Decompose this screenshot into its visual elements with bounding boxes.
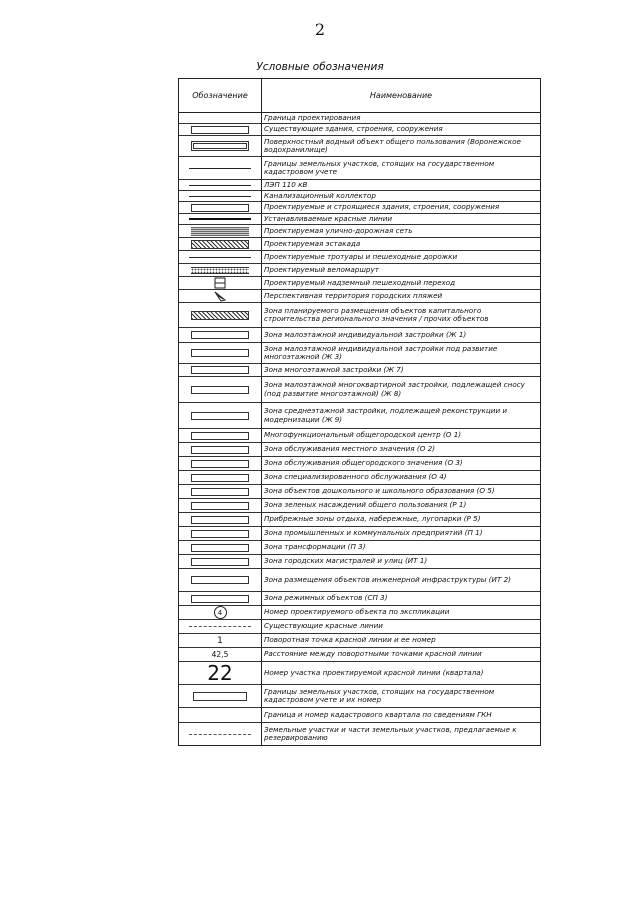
legend-symbol	[191, 240, 249, 249]
table-header	[179, 79, 540, 113]
legend-label: Зона специализированного обслуживания (О 4)	[264, 472, 447, 482]
legend-label: Зона многоэтажной застройки (Ж 7)	[264, 364, 404, 374]
legend-row	[179, 136, 540, 157]
legend-label: Прибрежные зоны отдыха, набережные, лугопарки (Р 5)	[264, 514, 481, 524]
legend-symbol-cell	[179, 443, 262, 456]
legend-label: Проектируемый веломаршрут	[264, 264, 379, 274]
legend-label: Номер проектируемого объекта по экспликации	[264, 607, 450, 617]
legend-row	[179, 648, 540, 662]
legend-label: Зона обслуживания общегородского значения (О 3)	[264, 458, 463, 468]
legend-symbol-cell	[179, 592, 262, 605]
header-name: Наименование	[369, 91, 433, 100]
legend-symbol	[191, 311, 249, 320]
legend-symbol-cell	[179, 569, 262, 591]
legend-row	[179, 124, 540, 136]
legend-label: Земельные участки и части земельных участков, предлагаемые к резервированию	[264, 724, 517, 742]
legend-symbol-cell	[179, 513, 262, 526]
legend-symbol-cell	[179, 214, 262, 224]
legend-row	[179, 238, 540, 251]
legend-row	[179, 443, 540, 457]
legend-symbol	[191, 227, 249, 236]
legend-row	[179, 264, 540, 277]
legend-symbol-cell	[179, 648, 262, 661]
legend-row	[179, 569, 540, 592]
legend-symbol-cell	[179, 113, 262, 123]
legend-row	[179, 403, 540, 429]
legend-label: Зона зеленых насаждений общего пользования (Р 1)	[264, 500, 467, 510]
page-number: 2	[314, 20, 326, 39]
legend-row	[179, 364, 540, 377]
legend-label: ЛЭП 110 кВ	[264, 179, 308, 189]
legend-label: Существующие здания, строения, сооружения	[264, 124, 443, 134]
legend-label: Зона трансформации (П 3)	[264, 542, 366, 552]
legend-row	[179, 277, 540, 290]
legend-label: Перспективная территория городских пляжей	[264, 290, 443, 300]
legend-label: Зона малоэтажной индивидуальной застройки под развитие многоэтажной (Ж 3)	[264, 343, 498, 361]
legend-row	[179, 214, 540, 225]
legend-symbol: 4	[214, 606, 227, 619]
legend-symbol-cell	[179, 136, 262, 156]
legend-symbol	[191, 432, 249, 440]
legend-symbol-cell	[179, 723, 262, 745]
legend-row	[179, 202, 540, 214]
legend-symbol	[191, 460, 249, 468]
legend-label: Зона объектов дошкольного и школьного образования (О 5)	[264, 486, 495, 496]
legend-row	[179, 513, 540, 527]
legend-symbol-cell	[179, 634, 262, 647]
legend-row	[179, 429, 540, 443]
legend-row	[179, 555, 540, 569]
legend-label: Зона городских магистралей и улиц (ИТ 1)	[264, 556, 428, 566]
legend-symbol-cell	[179, 191, 262, 201]
legend-symbol	[191, 386, 249, 394]
legend-symbol	[191, 488, 249, 496]
legend-row	[179, 377, 540, 403]
legend-label: Зона размещения объектов инженерной инфраструктуры (ИТ 2)	[264, 574, 511, 584]
legend-symbol	[189, 185, 251, 186]
legend-row	[179, 620, 540, 634]
legend-row	[179, 290, 540, 303]
legend-symbol-cell	[179, 238, 262, 250]
legend-row	[179, 499, 540, 513]
legend-symbol	[191, 516, 249, 524]
legend-row	[179, 251, 540, 264]
legend-symbol: 42,5	[211, 650, 229, 659]
legend-label: Существующие красные линии	[264, 621, 383, 631]
legend-row	[179, 225, 540, 238]
legend-row	[179, 527, 540, 541]
legend-label: Проектируемые тротуары и пешеходные дорожки	[264, 251, 458, 261]
legend-symbol-cell	[179, 471, 262, 484]
legend-rows	[179, 113, 540, 745]
legend-symbol-cell	[179, 124, 262, 135]
legend-symbol	[191, 412, 249, 420]
legend-symbol	[189, 196, 251, 197]
legend-label: Проектируемые и строящиеся здания, строения, сооружения	[264, 202, 500, 212]
legend-symbol-cell	[179, 662, 262, 684]
legend-symbol	[191, 576, 249, 584]
legend-row	[179, 113, 540, 124]
legend-symbol	[191, 446, 249, 454]
legend-table	[178, 78, 541, 746]
legend-label: Зона режимных объектов (СП 3)	[264, 593, 388, 603]
legend-row	[179, 634, 540, 648]
legend-symbol: 22	[207, 661, 233, 685]
legend-symbol	[191, 267, 249, 274]
legend-symbol-cell	[179, 429, 262, 442]
legend-row	[179, 708, 540, 723]
legend-label: Поворотная точка красной линии и ее номер	[264, 635, 436, 645]
legend-symbol-cell	[179, 202, 262, 213]
legend-label: Поверхностный водный объект общего пользования (Воронежское водохранилище)	[264, 136, 521, 154]
legend-label: Зона малоэтажной индивидуальной застройки (Ж 1)	[264, 329, 467, 339]
legend-symbol	[191, 331, 249, 339]
legend-row	[179, 157, 540, 180]
legend-row	[179, 328, 540, 343]
table-title: Условные обозначения	[256, 61, 384, 73]
legend-symbol	[191, 544, 249, 552]
legend-symbol-cell	[179, 403, 262, 428]
legend-label: Зона планируемого размещения объектов капитального строительства регионального значения / прочих объектов	[264, 305, 489, 323]
legend-symbol	[191, 366, 249, 374]
header-symbol: Обозначение	[179, 79, 262, 112]
legend-symbol-cell	[179, 180, 262, 190]
legend-row	[179, 606, 540, 620]
legend-symbol	[191, 141, 249, 151]
legend-symbol	[189, 218, 251, 220]
legend-label: Границы земельных участков, стоящих на государственном кадастровом учете и их номер	[264, 686, 495, 704]
legend-label: Многофункциональный общегородской центр (О 1)	[264, 430, 462, 440]
legend-symbol-cell	[179, 343, 262, 363]
legend-label: Граница и номер кадастрового квартала по сведениям ГКН	[264, 709, 492, 719]
legend-row	[179, 343, 540, 364]
legend-label: Расстояние между поворотными точками красной линии	[264, 649, 482, 659]
legend-label: Зона малоэтажной многоквартирной застройки, подлежащей сносу (под развитие многоэтажной) (Ж 8)	[264, 380, 525, 398]
legend-symbol-cell	[179, 157, 262, 179]
legend-label: Граница проектирования	[264, 112, 361, 122]
legend-symbol	[191, 204, 249, 212]
legend-symbol: 1	[217, 635, 223, 646]
legend-label: Зона среднеэтажной застройки, подлежащей реконструкции и модернизации (Ж 9)	[264, 406, 508, 424]
legend-label: Канализационный коллектор	[264, 190, 376, 200]
legend-symbol	[191, 530, 249, 538]
legend-symbol-cell	[179, 251, 262, 263]
legend-symbol-cell	[179, 499, 262, 512]
legend-symbol-cell	[179, 541, 262, 554]
legend-label: Зона промышленных и коммунальных предприятий (П 1)	[264, 528, 483, 538]
legend-row	[179, 303, 540, 328]
legend-symbol-cell	[179, 708, 262, 722]
legend-symbol-cell	[179, 225, 262, 237]
legend-symbol-cell	[179, 364, 262, 376]
legend-symbol	[191, 502, 249, 510]
legend-label: Номер участка проектируемой красной линии (квартала)	[264, 667, 484, 677]
legend-row	[179, 191, 540, 202]
legend-symbol	[193, 692, 247, 701]
legend-symbol-cell	[179, 303, 262, 327]
legend-symbol	[191, 595, 249, 603]
legend-row	[179, 541, 540, 555]
legend-symbol	[191, 558, 249, 566]
legend-symbol	[189, 257, 251, 258]
legend-symbol-cell	[179, 485, 262, 498]
legend-symbol-cell	[179, 606, 262, 619]
legend-label: Границы земельных участков, стоящих на государственном кадастровом учете	[264, 158, 495, 176]
legend-row	[179, 471, 540, 485]
legend-row	[179, 662, 540, 685]
legend-label: Устанавливаемые красные линии	[264, 213, 393, 223]
legend-row	[179, 485, 540, 499]
legend-label: Проектируемый надземный пешеходный переход	[264, 277, 456, 287]
legend-symbol-cell	[179, 620, 262, 633]
legend-row	[179, 457, 540, 471]
legend-symbol	[189, 626, 251, 627]
legend-label: Проектируемая эстакада	[264, 238, 361, 248]
legend-symbol-cell	[179, 328, 262, 342]
legend-symbol-cell	[179, 377, 262, 402]
legend-row	[179, 180, 540, 191]
legend-symbol	[189, 734, 251, 735]
legend-row	[179, 592, 540, 606]
legend-symbol-cell	[179, 527, 262, 540]
legend-row	[179, 685, 540, 708]
legend-symbol-cell	[179, 555, 262, 568]
legend-symbol	[191, 474, 249, 482]
legend-symbol	[191, 126, 249, 134]
legend-symbol-cell	[179, 290, 262, 302]
legend-row	[179, 723, 540, 745]
legend-symbol	[189, 168, 251, 169]
legend-symbol-cell	[179, 457, 262, 470]
legend-symbol	[191, 349, 249, 357]
legend-label: Зона обслуживания местного значения (О 2)	[264, 444, 436, 454]
legend-symbol-cell	[179, 685, 262, 707]
legend-label: Проектируемая улично-дорожная сеть	[264, 225, 413, 235]
